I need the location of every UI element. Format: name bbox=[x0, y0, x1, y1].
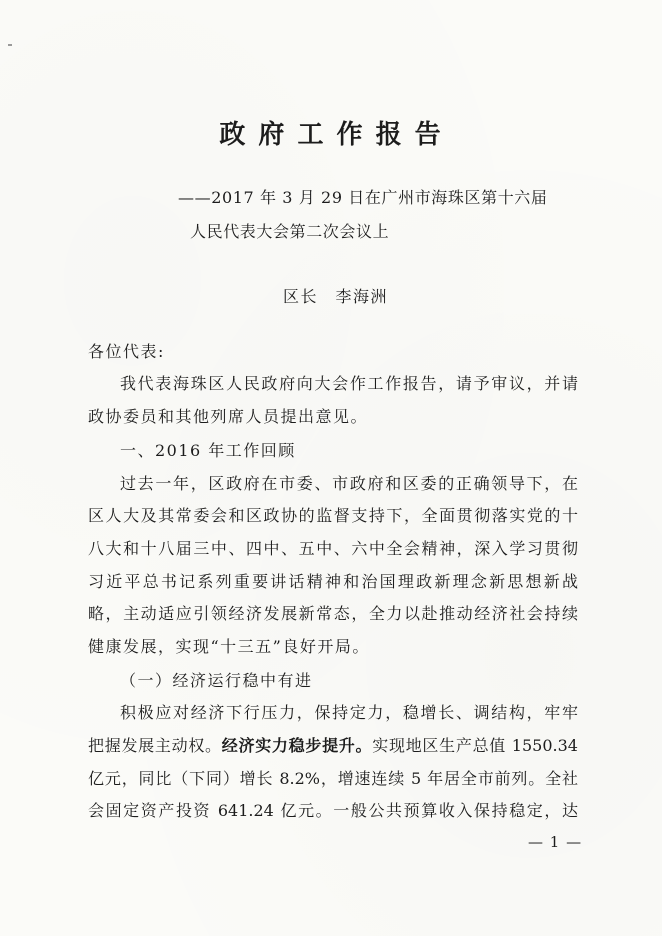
section-heading-1: 一、2016 年工作回顾 bbox=[120, 441, 296, 460]
p1-line-1: 我代表海珠区人民政府向大会作工作报告，请予审议，并请 bbox=[120, 374, 578, 393]
speaker-line: 区长 李海洲 bbox=[283, 287, 389, 306]
p3-bold-phrase: 经济实力稳步提升。 bbox=[221, 736, 373, 755]
p2-line-6: 健康发展，实现“十三五”良好开局。 bbox=[88, 637, 370, 656]
p2-line-5: 略，主动适应引领经济发展新常态，全力以赴推动经济社会持续 bbox=[88, 604, 578, 623]
scan-mark bbox=[8, 44, 12, 46]
p3-line-4: 会固定资产投资 641.24 亿元。一般公共预算收入保持稳定，达 bbox=[88, 801, 578, 820]
document-title: 政 府 工 作 报 告 bbox=[219, 120, 443, 150]
subtitle-line-2: 人民代表大会第二次会议上 bbox=[190, 222, 390, 241]
p3-line-2 bbox=[88, 735, 578, 757]
p3-line-1: 积极应对经济下行压力，保持定力，稳增长、调结构，牢牢 bbox=[120, 703, 578, 722]
p2-line-4: 习近平总书记系列重要讲话精神和治国理政新理念新思想新战 bbox=[88, 572, 578, 591]
p3-line-3: 亿元，同比（下同）增长 8.2%，增速连续 5 年居全市前列。全社 bbox=[88, 769, 578, 788]
p1-line-2: 政协委员和其他列席人员提出意见。 bbox=[88, 407, 369, 426]
p2-line-3: 八大和十八届三中、四中、五中、六中全会精神，深入学习贯彻 bbox=[88, 539, 578, 558]
p3-line-2-end: 实现地区生产总值 1550.34 bbox=[372, 736, 578, 755]
p3-line-2-start: 把握发展主动权。 bbox=[88, 736, 222, 755]
p2-line-1: 过去一年，区政府在市委、市政府和区委的正确领导下，在 bbox=[120, 474, 578, 493]
salutation: 各位代表: bbox=[88, 342, 165, 361]
section-heading-2: （一）经济运行稳中有进 bbox=[120, 671, 313, 690]
page-number: — 1 — bbox=[528, 833, 583, 851]
subtitle-line-1: ——2017 年 3 月 29 日在广州市海珠区第十六届 bbox=[178, 188, 548, 207]
p2-line-2: 区人大及其常委会和区政协的监督支持下，全面贯彻落实党的十 bbox=[88, 506, 578, 525]
